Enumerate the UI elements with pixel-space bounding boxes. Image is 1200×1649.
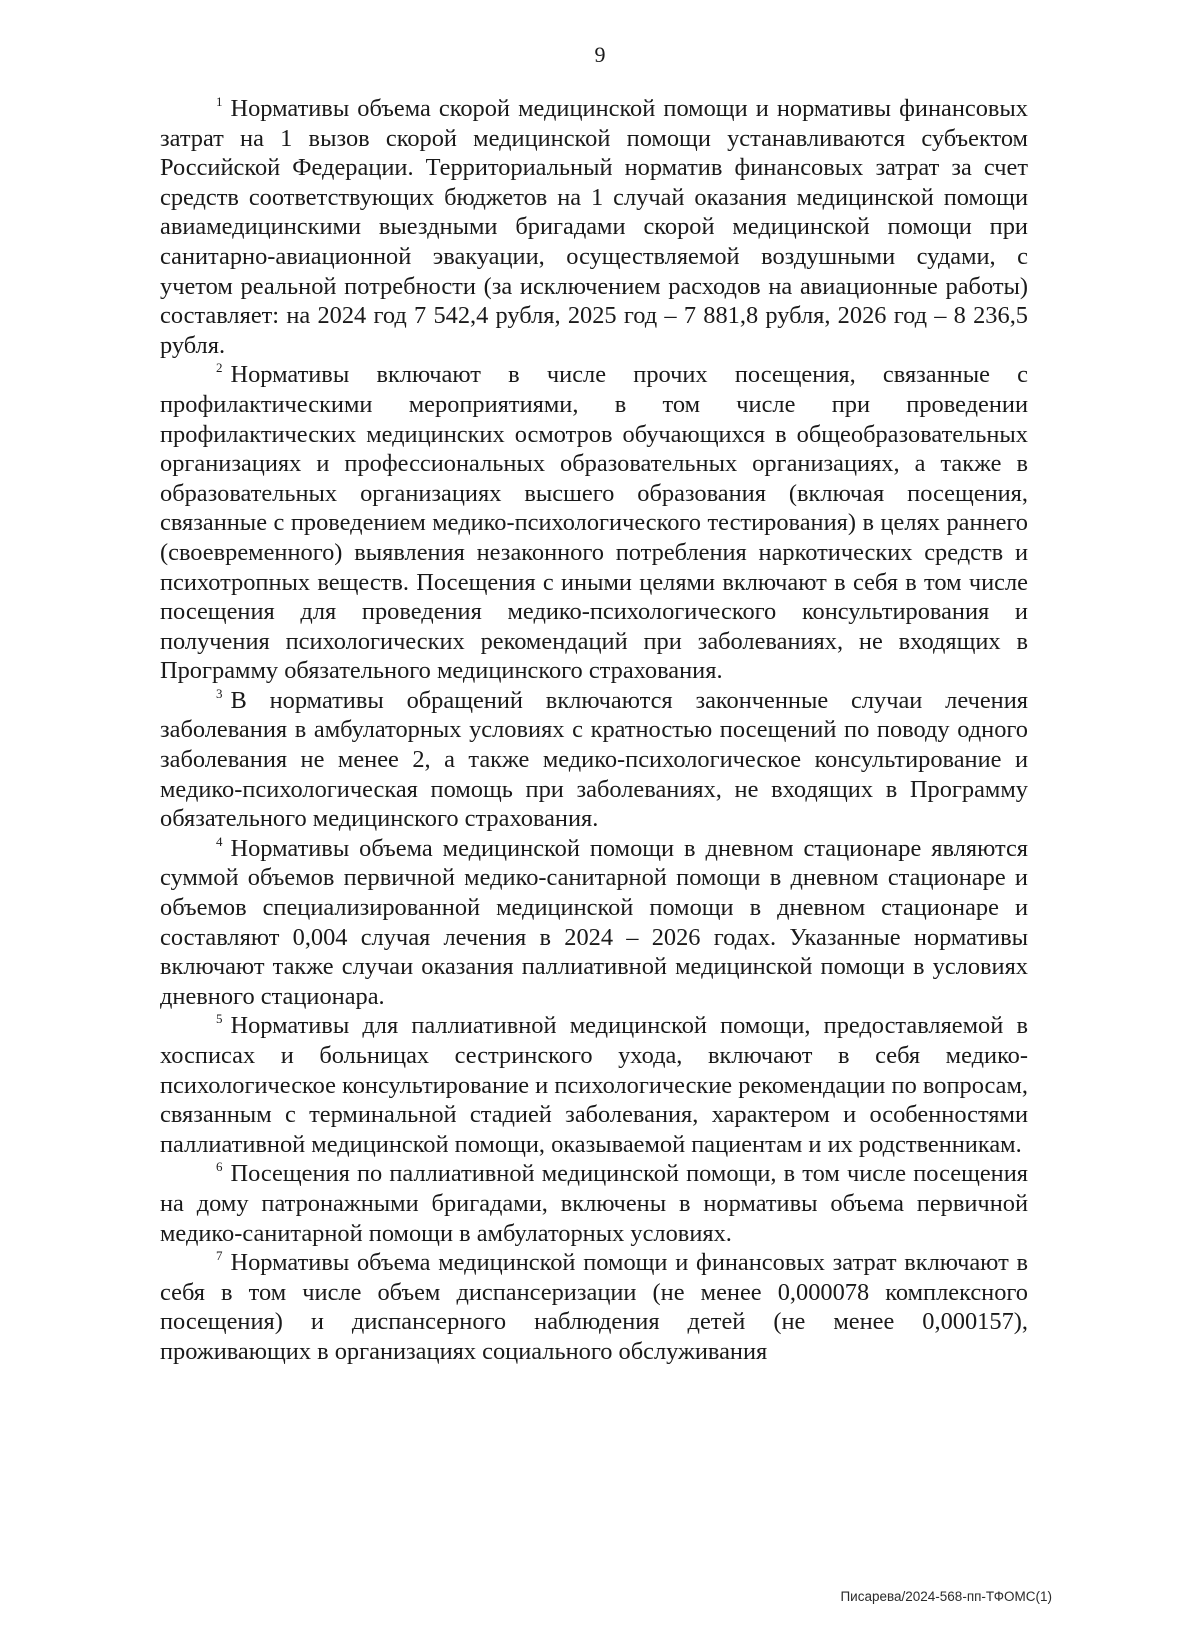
page-number: 9 (594, 42, 606, 67)
footnote-text: Нормативы объема скорой медицинской помощи и нормативы финансовых затрат на 1 вызов скорой медицинской помощи устанавливаются субъектом Российской Федерации. Территориальный норматив финансовых затрат за счет средств соответствующих бюджетов на 1 случай оказания медицинской помощи авиамедицинскими выездными бригадами скорой медицинской помощи при санитарно-авиационной эвакуации, осуществляемой воздушными судами, с учетом реальной потребности (за исключением расходов на авиационные работы) составляет: на 2024 год 7 542,4 рубля, 2025 год – 7 881,8 рубля, 2026 год – 8 236,5 рубля. (160, 95, 1028, 359)
footnote-text: В нормативы обращений включаются законченные случаи лечения заболевания в амбулаторных условиях с кратностью посещений по поводу одного заболевания не менее 2, а также медико-психологическое консультирование и медико-психологическая помощь при заболеваниях, не входящих в Программу обязательного медицинского страхования. (160, 686, 1028, 833)
document-code: Писарева/2024-568-пп-ТФОМС(1) (840, 1589, 1052, 1604)
footnote-4 (160, 834, 1028, 1012)
footnote-3 (160, 686, 1028, 834)
footnote-2 (160, 360, 1028, 686)
footnotes-section (160, 94, 1028, 1367)
footnote-marker: 5 (216, 1011, 223, 1027)
footnote-text: Нормативы объема медицинской помощи в дневном стационаре являются суммой объемов первичной медико-санитарной помощи в дневном стационаре и объемов специализированной медицинской помощи в дневном стационаре и составляют 0,004 случая лечения в 2024 – 2026 годах. Указанные нормативы включают также случаи оказания паллиативной медицинской помощи в условиях дневного стационара. (160, 834, 1028, 1010)
footnote-marker: 7 (216, 1248, 223, 1264)
footnote-marker: 4 (216, 833, 223, 849)
footnote-text: Нормативы для паллиативной медицинской помощи, предоставляемой в хосписах и больницах сестринского ухода, включают в себя медико-психологическое консультирование и психологические рекомендации по вопросам, связанным с терминальной стадией заболевания, характером и особенностями паллиативной медицинской помощи, оказываемой пациентам и их родственникам. (160, 1012, 1028, 1158)
footnote-marker: 3 (216, 685, 223, 701)
footnote-5 (160, 1011, 1028, 1159)
footnote-marker: 1 (216, 94, 223, 109)
footnote-6 (160, 1159, 1028, 1248)
footnote-marker: 2 (216, 360, 223, 376)
footnote-text: Посещения по паллиативной медицинской помощи, в том числе посещения на дому патронажными бригадами, включены в нормативы объема первичной медико-санитарной помощи в амбулаторных условиях. (160, 1160, 1028, 1247)
footnote-7 (160, 1248, 1028, 1366)
footnote-1 (160, 94, 1028, 360)
footnote-text: Нормативы включают в числе прочих посещения, связанные с профилактическими мероприятиями, в том числе при проведении профилактических медицинских осмотров обучающихся в общеобразовательных организациях и профессиональных образовательных организациях, а также в образовательных организациях высшего образования (включая посещения, связанные с проведением медико-психологического тестирования) в целях раннего (своевременного) выявления незаконного потребления наркотических средств и психотропных веществ. Посещения с иными целями включают в себя в том числе посещения для проведения медико-психологического консультирования и получения психологических рекомендаций при заболеваниях, не входящих в Программу обязательного медицинского страхования. (160, 361, 1028, 685)
footnote-marker: 6 (216, 1159, 223, 1175)
footnote-text: Нормативы объема медицинской помощи и финансовых затрат включают в себя в том числе объем диспансеризации (не менее 0,000078 комплексного посещения) и диспансерного наблюдения детей (не менее 0,000157), проживающих в организациях социального обслуживания (160, 1249, 1028, 1365)
